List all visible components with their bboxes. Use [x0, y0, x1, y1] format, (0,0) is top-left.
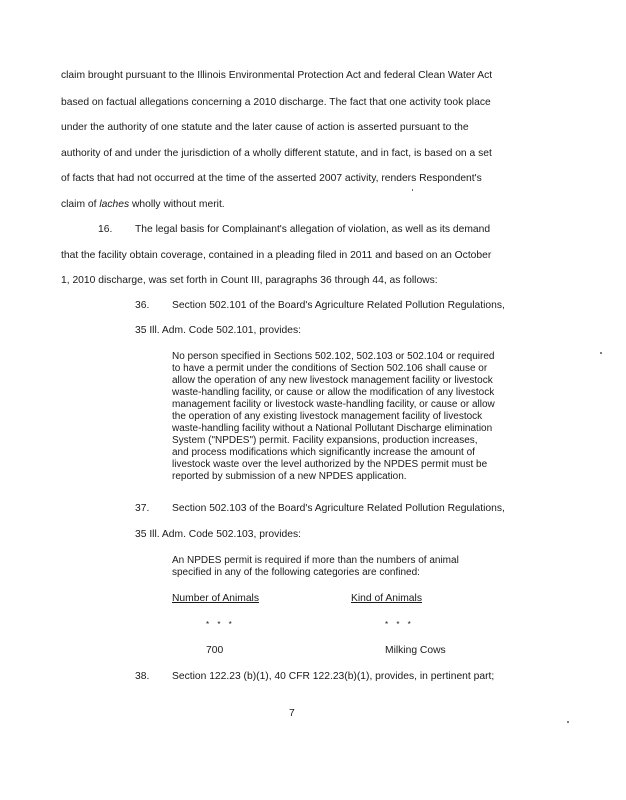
page-number: 7: [289, 708, 295, 719]
table-cell-kind: Milking Cows: [385, 645, 446, 656]
body-line: Section 502.103 of the Board's Agriculture Related Pollution Regulations,: [172, 503, 505, 514]
block-quote-line: waste-handling facility without a National Pollutant Discharge elimination: [172, 423, 493, 434]
scan-speck: [567, 721, 569, 723]
table-ellipsis: * * *: [385, 620, 414, 629]
block-quote-line: An NPDES permit is required if more than the numbers of animal: [172, 555, 459, 566]
italic-term: laches: [99, 199, 130, 210]
body-line: based on factual allegations concerning a 2010 discharge. The fact that one activity took place: [61, 97, 491, 108]
paragraph-number: 16.: [98, 224, 113, 235]
body-line: The legal basis for Complainant's allegation of violation, as well as its demand: [135, 224, 491, 235]
block-quote-line: the operation of any existing livestock management facility of livestock: [172, 411, 483, 422]
body-line: that the facility obtain coverage, contained in a pleading filed in 2011 and based on an October: [61, 250, 492, 261]
body-line: 35 Ill. Adm. Code 502.103, provides:: [135, 529, 301, 540]
table-header-number: Number of Animals: [172, 593, 259, 604]
paragraph-number: 37.: [135, 503, 150, 514]
table-header-kind: Kind of Animals: [351, 593, 422, 604]
block-quote-line: No person specified in Sections 502.102, 502.103 or 502.104 or required: [172, 351, 495, 362]
table-cell-number: 700: [206, 645, 224, 656]
table-ellipsis: * * *: [206, 620, 235, 629]
body-line: under the authority of one statute and the later cause of action is asserted pursuant to the: [61, 122, 469, 133]
body-line: 1, 2010 discharge, was set forth in Count III, paragraphs 36 through 44, as follows:: [61, 275, 438, 286]
block-quote-line: reported by submission of a new NPDES application.: [172, 471, 407, 482]
scan-speck: [600, 352, 602, 354]
body-text: wholly without merit.: [129, 199, 225, 210]
block-quote-line: to have a permit under the conditions of Section 502.106 shall cause or: [172, 363, 488, 374]
block-quote-line: allow the operation of any new livestock management facility or livestock: [172, 375, 493, 386]
body-line: of facts that had not occurred at the time of the asserted 2007 activity, renders Respondent's: [61, 173, 482, 184]
body-text: claim of: [61, 199, 100, 210]
body-line: authority of and under the jurisdiction of a wholly different statute, and in fact, is based on a set: [61, 148, 492, 159]
paragraph-number: 36.: [135, 300, 150, 311]
block-quote-line: specified in any of the following categories are confined:: [172, 567, 420, 578]
block-quote-line: livestock waste over the level authorized by the NPDES permit must be: [172, 459, 488, 470]
paragraph-number: 38.: [135, 671, 150, 682]
body-line: claim brought pursuant to the Illinois Environmental Protection Act and federal Clean Water Act: [61, 70, 493, 81]
block-quote-line: management facility or livestock waste-handling facility, or cause or allow: [172, 399, 495, 410]
body-line: 35 Ill. Adm. Code 502.101, provides:: [135, 325, 301, 336]
block-quote-line: System ("NPDES") permit. Facility expansions, production increases,: [172, 435, 478, 446]
body-line: Section 502.101 of the Board's Agriculture Related Pollution Regulations,: [172, 300, 505, 311]
body-line: [61, 199, 225, 211]
block-quote-line: and process modifications which significantly increase the amount of: [172, 447, 475, 458]
body-line: Section 122.23 (b)(1), 40 CFR 122.23(b)(1), provides, in pertinent part;: [172, 671, 495, 682]
scan-speck: [412, 189, 413, 191]
block-quote-line: waste-handling facility, or cause or allow the modification of any livestock: [172, 387, 495, 398]
